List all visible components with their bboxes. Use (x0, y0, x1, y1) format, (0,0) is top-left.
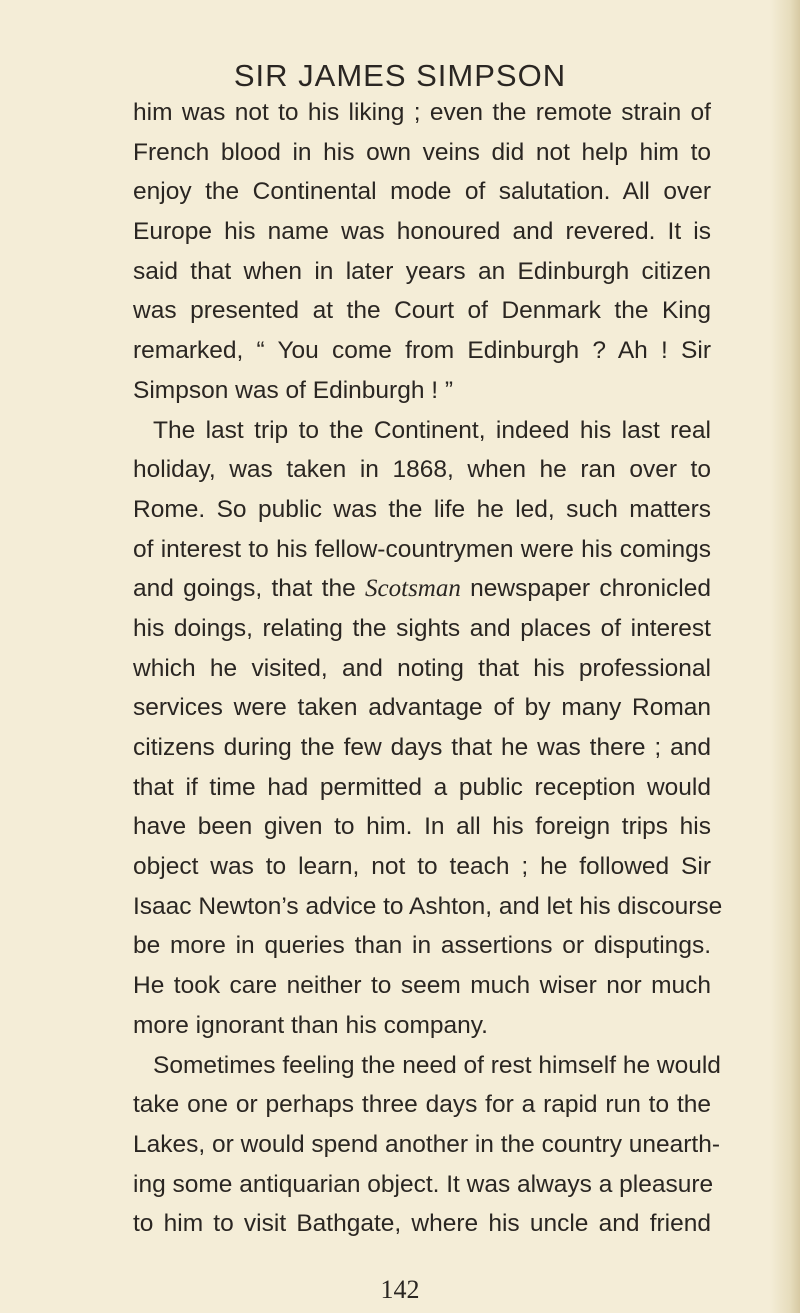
text-line: his doings, relating the sights and places of interest (133, 614, 711, 642)
text-line: him was not to his liking ; even the remote strain of (133, 99, 711, 126)
running-title: SIR JAMES SIMPSON (233, 58, 567, 93)
text-line: take one or perhaps three days for a rapid run to the (133, 1091, 711, 1119)
text-line: Europe his name was honoured and revered. It is (133, 218, 711, 246)
text-line: remarked, “ You come from Edinburgh ? Ah ! Sir (133, 337, 711, 365)
text-line: He took care neither to seem much wiser nor much (133, 972, 711, 1000)
text-line: enjoy the Continental mode of salutation. All over (133, 178, 711, 206)
text-line: French blood in his own veins did not help him to (133, 138, 711, 166)
text-line: object was to learn, not to teach ; he followed Sir (133, 853, 711, 881)
text-segment: newspaper chronicled (470, 575, 712, 603)
text-line: holiday, was taken in 1868, when he ran over to (133, 456, 711, 484)
text-line: citizens during the few days that he was there ; and (133, 734, 711, 761)
text-line: that if time had permitted a public reception would (133, 773, 711, 801)
text-line: more ignorant than his company. (133, 1011, 488, 1039)
newspaper-title: Scotsman (365, 575, 461, 603)
text-line: ing some antiquarian object. It was always a pleasure (133, 1170, 714, 1198)
text-line: Lakes, or would spend another in the country unearth- (133, 1130, 721, 1158)
body-text (133, 93, 723, 1244)
text-line: said that when in later years an Edinburgh citizen (133, 257, 711, 285)
text-line: Simpson was of Edinburgh ! ” (133, 376, 454, 404)
page-number: 142 (380, 1275, 420, 1304)
text-segment: and goings, that the (133, 575, 356, 603)
text-line-with-italic (133, 569, 711, 609)
paragraph-start-line: Sometimes feeling the need of rest himself he would (153, 1051, 721, 1079)
text-line: Isaac Newton’s advice to Ashton, and let his discourse (133, 892, 723, 920)
paragraph-start-line: The last trip to the Continent, indeed his last real (153, 416, 711, 444)
text-line: Rome. So public was the life he led, such matters (133, 495, 711, 523)
text-line: be more in queries than in assertions or disputings. (133, 932, 711, 960)
text-line: was presented at the Court of Denmark the King (133, 297, 711, 325)
text-line: which he visited, and noting that his professional (133, 654, 711, 682)
text-line: to him to visit Bathgate, where his uncle and friend (133, 1210, 711, 1238)
text-line: have been given to him. In all his foreign trips his (133, 813, 711, 841)
text-line: of interest to his fellow-countrymen were his comings (133, 535, 711, 563)
text-line: services were taken advantage of by many Roman (133, 694, 711, 722)
